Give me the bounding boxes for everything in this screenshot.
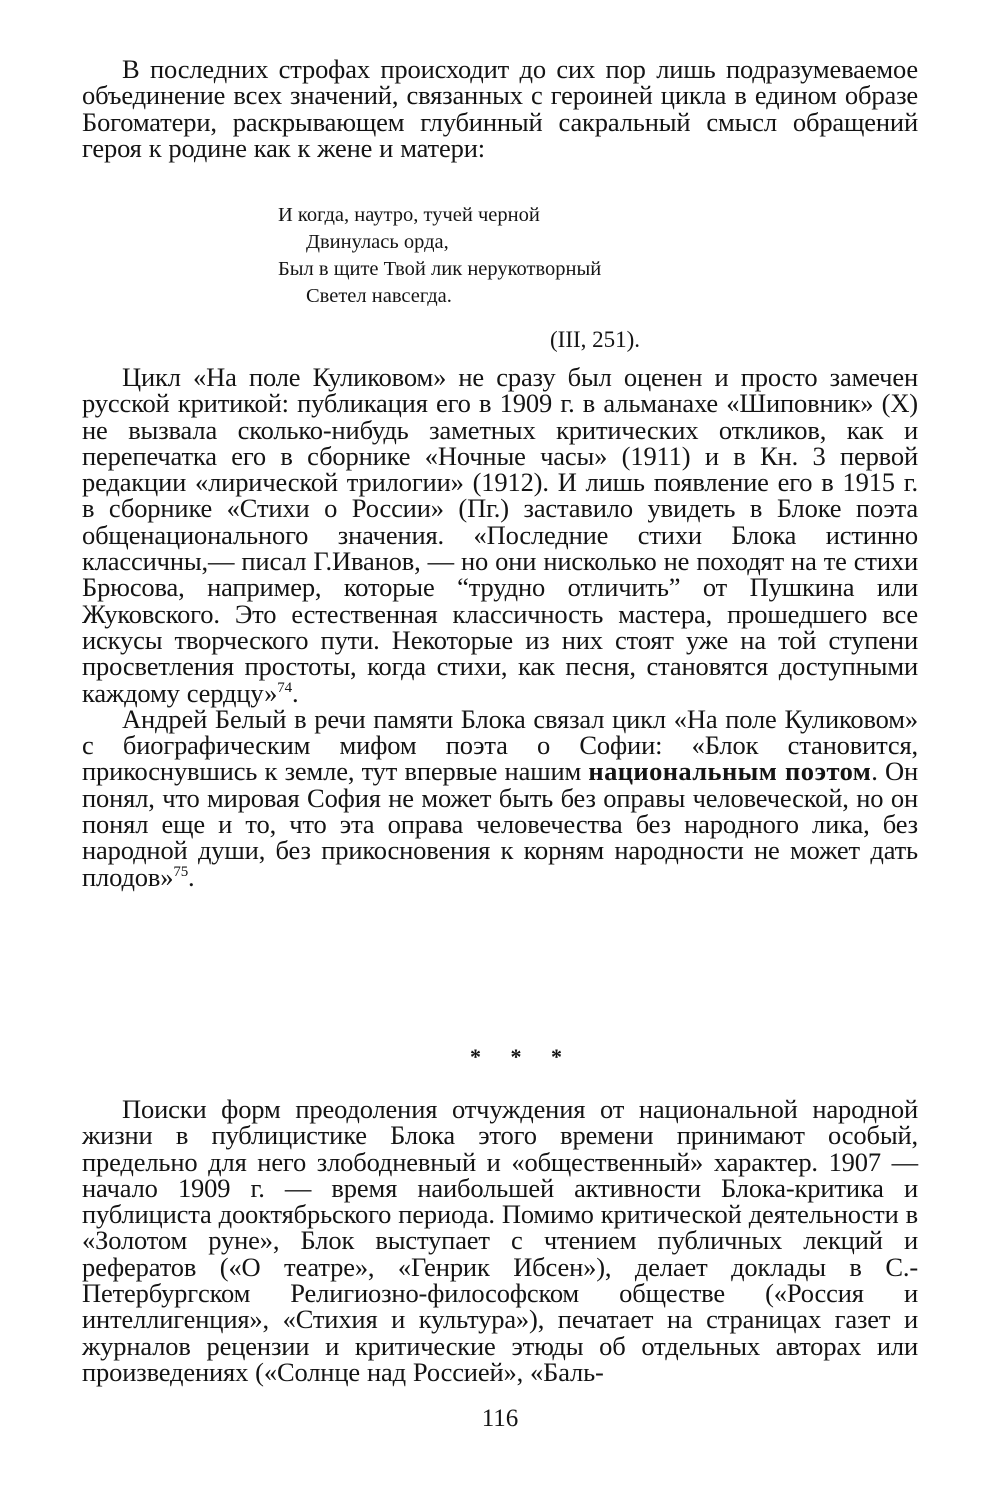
paragraph-bely-text-before: Андрей Белый в речи памяти Блока связал цикл «На поле Куликовом» с биографическим мифом поэта о Софии: «Блок становится, прикоснувшись к земле, тут впервые нашим <box>82 703 918 787</box>
page-number: 116 <box>481 1405 519 1432</box>
paragraph-bely-text-after: . Он понял, что мировая София не может быть без оправы человеческой, но он понял еще и то, что эта оправа человечества без народного лика, без народной души, без прикосновения к корням народности не может дать плодов» <box>82 756 918 892</box>
verse-citation: (III, 251). <box>550 327 641 352</box>
text-block-publicism <box>82 1096 918 1385</box>
footnote-ref-75: 75 <box>173 863 189 880</box>
paragraph-bely <box>82 703 918 892</box>
verse-quote <box>278 202 601 310</box>
paragraph-publicism: Поиски форм преодоления отчуждения от национальной народной жизни в публицистике Блока этого времени принимают особый, предельно для него злободневный и «общественный» характер. 1907 — начало 1909 г. — время наибольшей активности Блока-критика и публициста дооктябрьского периода. Помимо критической деятельности в «Золотом руне», Блок выступает с чтением публичных лекций и рефератов («О театре», «Генрик Ибсен»), делает доклады в С.-Петербургском Религиозно-философском обществе («Россия и интеллигенция», «Стихия и культура»), печатает на страницах газет и журналов рецензии и критические этюды об отдельных авторах или произведениях («Солнце над Россией», «Баль- <box>82 1094 918 1387</box>
verse-line-4: Светел навсегда. <box>306 285 452 307</box>
verse-line-3: Был в щите Твой лик нерукотворный <box>278 258 602 280</box>
section-separator: * * * <box>470 1044 574 1069</box>
paragraph-bely-tail: . <box>188 861 195 892</box>
text-block-reception <box>82 364 918 890</box>
footnote-ref-74: 74 <box>277 679 292 696</box>
verse-line-2: Двинулась орда, <box>306 231 449 253</box>
paragraph-bely-emphasis: национальным поэтом <box>588 756 872 787</box>
page-body <box>82 56 918 1456</box>
paragraph-critical-reception-tail: . <box>291 677 299 708</box>
paragraph-critical-reception-text: Цикл «На поле Куликовом» не сразу был оценен и просто замечен русской критикой: публикация его в 1909 г. в альманахе «Шиповник» (X) не вызвала сколько-нибудь заметных критических откликов, как и перепечатка его в сборнике «Ночные часы» (1911) и в Кн. 3 первой редакции «лирической трилогии» (1912). И лишь появление его в 1915 г. в сборнике «Стихи о России» (Пг.) заставило увидеть в Блоке поэта общенационального значения. «Последние стихи Блока истинно классичны,— писал Г.Иванов, — но они нисколько не походят на те стихи Брюсова, например, которые “трудно отличить” от Пушкина или Жуковского. Это естественная классичность мастера, прошедшего все искусы творческого пути. Некоторые из них стоят уже на той ступени просветления простоты, когда стихи, как песня, становятся доступными каждому сердцу» <box>82 362 918 708</box>
paragraph-intro: В последних строфах происходит до сих пор лишь подразумеваемое объединение всех значений, связанных с героиней цикла в едином образе Богоматери, раскрывающем глубинный сакральный смысл обращений героя к родине как к жене и матери: <box>82 54 918 163</box>
paragraph-critical-reception <box>82 364 918 706</box>
verse-line-1: И когда, наутро, тучей черной <box>278 204 540 226</box>
